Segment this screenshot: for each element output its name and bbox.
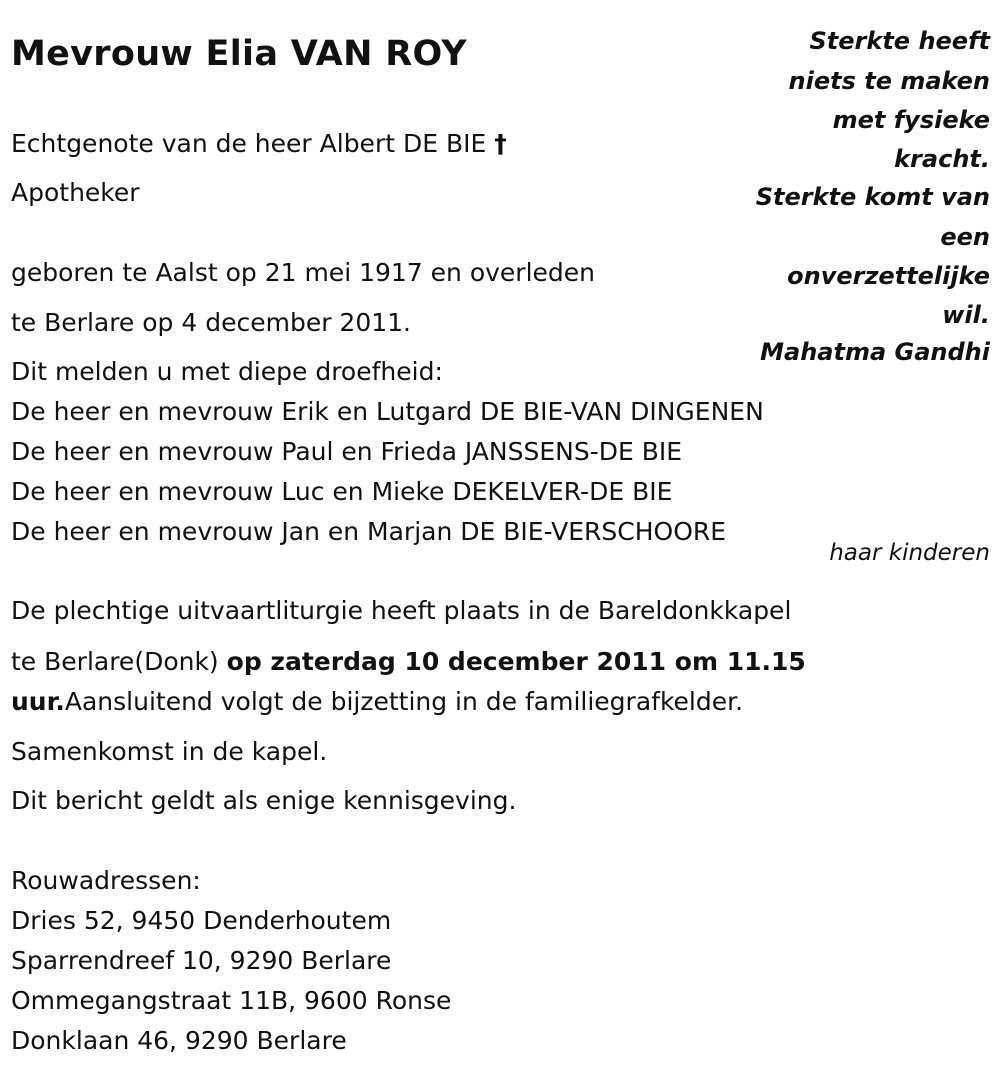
gathering-note: Samenkomst in de kapel. [11,737,328,766]
funeral-time-suffix: uur. [11,687,65,716]
funeral-line-3 [11,687,743,717]
birth-death-line-1: geboren te Aalst op 21 mei 1917 en overleden [11,258,595,287]
family-member: De heer en mevrouw Jan en Marjan DE BIE-VERSCHOORE [11,517,727,546]
quote-line: Sterkte komt van [755,182,990,211]
quote-line: een [940,222,990,251]
quote-line: kracht. [894,144,990,173]
family-member: De heer en mevrouw Luc en Mieke DEKELVER-DE BIE [11,477,673,506]
quote-author: Mahatma Gandhi [760,337,990,366]
quote-block [730,22,990,370]
funeral-burial: Aansluitend volgt de bijzetting in de familiegrafkelder. [64,687,744,716]
address-item: Sparrendreef 10, 9290 Berlare [11,946,392,975]
profession: Apotheker [11,178,140,207]
birth-death-line-2: te Berlare op 4 december 2011. [11,308,411,337]
quote-line: niets te maken [788,66,990,95]
spouse-line [11,129,507,159]
children-label: haar kinderen [829,540,990,566]
address-item: Dries 52, 9450 Denderhoutem [11,906,392,935]
addresses-heading: Rouwadressen: [11,866,201,895]
funeral-line-1: De plechtige uitvaartliturgie heeft plaats in de Bareldonkkapel [11,596,792,625]
family-member: De heer en mevrouw Paul en Frieda JANSSENS-DE BIE [11,437,683,466]
address-item: Donklaan 46, 9290 Berlare [11,1026,347,1055]
quote-line: wil. [942,300,990,329]
announcement: Dit melden u met diepe droefheid: [11,357,443,386]
quote-line: onverzettelijke [787,262,990,290]
deceased-name: Mevrouw Elia VAN ROY [11,34,467,74]
funeral-line-2 [11,647,806,677]
quote-line: met fysieke [832,106,990,134]
spouse-text: Echtgenote van de heer Albert DE BIE [11,129,487,158]
cross-icon: † [494,129,507,158]
notice-note: Dit bericht geldt als enige kennisgeving. [11,786,517,815]
quote-line: Sterkte heeft [809,27,990,55]
funeral-date: op zaterdag 10 december 2011 om 11.15 [226,647,806,676]
family-member: De heer en mevrouw Erik en Lutgard DE BIE-VAN DINGENEN [11,397,764,426]
address-item: Ommegangstraat 11B, 9600 Ronse [11,986,452,1015]
funeral-place: te Berlare(Donk) [11,647,227,676]
